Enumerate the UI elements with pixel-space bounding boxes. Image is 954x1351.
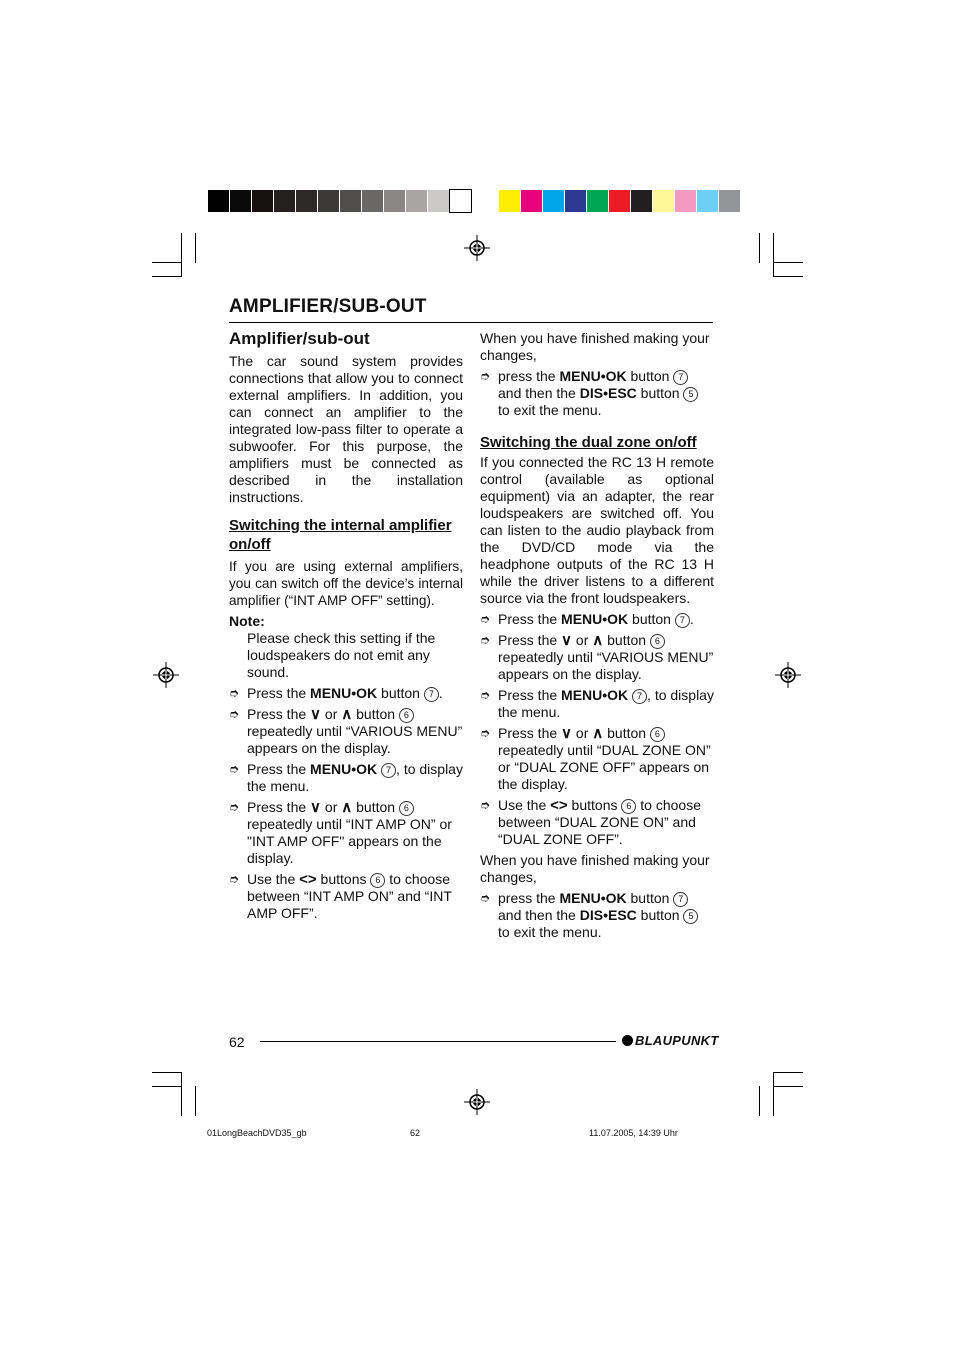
step-text: button [626, 890, 674, 906]
page-number: 62 [229, 1034, 245, 1050]
step-text: or [321, 706, 342, 722]
key-name: MENU•OK [310, 761, 378, 777]
step-text: repeatedly until “VARIOUS MENU” appears on the display. [498, 649, 714, 682]
step-text: repeatedly until “INT AMP ON” or "INT AMP OFF" appears on the display. [247, 816, 452, 866]
down-arrow-icon: ∨ [561, 632, 573, 649]
down-arrow-icon: ∨ [561, 725, 573, 742]
key-name: DIS•ESC [579, 385, 637, 401]
instruction-list [229, 685, 463, 922]
down-arrow-icon: ∨ [310, 706, 322, 723]
step-text: Press the [498, 725, 562, 741]
color-swatch [631, 190, 652, 212]
arrow-icon: ➮ [480, 726, 491, 740]
step-text: and then the [498, 385, 580, 401]
step-text: , to display the menu. [498, 687, 714, 720]
arrow-icon: ➮ [480, 612, 491, 626]
button-number-badge: 6 [650, 727, 665, 742]
key-name: MENU•OK [561, 611, 629, 627]
step-text: repeatedly until “DUAL ZONE ON” or “DUAL ZONE OFF” appears on the display. [498, 742, 711, 792]
arrow-icon: ➮ [229, 762, 240, 776]
note-label: Note: [229, 613, 265, 629]
arrow-icon: ➮ [229, 872, 240, 886]
arrow-icon: ➮ [480, 688, 491, 702]
instruction-step [480, 632, 714, 683]
instruction-step [480, 687, 714, 721]
color-swatch [406, 190, 427, 212]
right-column [480, 330, 714, 945]
registration-mark-bottom [464, 1089, 490, 1115]
step-text: , to display the menu. [247, 761, 463, 794]
brand-dot-icon [622, 1035, 633, 1046]
step-text: Press the [498, 611, 562, 627]
step-text: button [626, 368, 674, 384]
step-text: Press the [247, 799, 311, 815]
step-text: press the [498, 890, 560, 906]
instruction-step [229, 871, 463, 922]
sub-intro-paragraph: If you are using external amplifiers, you can switch off the device’s internal amplifier (“INT AMP OFF” setting). [229, 559, 463, 608]
step-text: buttons [316, 871, 371, 887]
left-right-arrow-icon: <> [299, 871, 317, 888]
arrow-icon: ➮ [480, 891, 491, 905]
up-arrow-icon: ∧ [341, 706, 353, 723]
step-text: button [628, 611, 675, 627]
instruction-step [480, 890, 714, 941]
up-arrow-icon: ∧ [592, 725, 604, 742]
subsection-heading-dual-zone: Switching the dual zone on/off [480, 434, 697, 451]
key-name: MENU•OK [559, 890, 627, 906]
step-text: button [636, 907, 684, 923]
finish-step [480, 368, 714, 419]
key-name: MENU•OK [310, 685, 378, 701]
step-text: . [689, 611, 694, 627]
footer-rule [260, 1041, 616, 1042]
page-title: AMPLIFIER/SUB-OUT [229, 296, 427, 317]
color-swatch [362, 190, 383, 212]
color-swatch [697, 190, 718, 212]
color-swatch [274, 190, 295, 212]
step-text: button [603, 632, 650, 648]
registration-mark-right [775, 662, 801, 688]
step-text: button [377, 685, 424, 701]
arrow-icon: ➮ [229, 686, 240, 700]
arrow-icon: ➮ [480, 633, 491, 647]
key-name: MENU•OK [559, 368, 627, 384]
color-swatch [450, 190, 471, 212]
instruction-step [480, 368, 714, 419]
slug-file: 01LongBeachDVD35_gb [207, 1128, 307, 1138]
instruction-step [229, 706, 463, 757]
button-number-badge: 6 [399, 708, 414, 723]
color-swatch [587, 190, 608, 212]
color-swatch [296, 190, 317, 212]
button-number-badge: 6 [621, 799, 636, 814]
color-swatch [653, 190, 674, 212]
brand-logo: BLAUPUNKT [622, 1033, 719, 1048]
color-swatch [521, 190, 542, 212]
registration-mark-left [153, 662, 179, 688]
step-text: and then the [498, 907, 580, 923]
dual-zone-intro: If you connected the RC 13 H remote control (available as optional equipment) via an adapter, the rear loudspeakers are switched off. You can listen to the audio playback from the DVD/CD mode via the headphone outputs of the RC 13 H while the driver listens to a different source via the front loudspeakers. [480, 454, 714, 606]
button-number-badge: 7 [424, 687, 439, 702]
slug-page: 62 [410, 1128, 421, 1138]
instruction-step [480, 611, 714, 628]
step-text: Use the [247, 871, 300, 887]
step-text: button [603, 725, 650, 741]
step-text: to exit the menu. [498, 402, 602, 418]
step-text: press the [498, 368, 560, 384]
note-text: Please check this setting if the loudspeakers do not emit any sound. [247, 630, 436, 680]
step-text: to exit the menu. [498, 924, 602, 940]
button-number-badge: 5 [683, 909, 698, 924]
step-text: Press the [498, 632, 562, 648]
color-swatch [499, 190, 520, 212]
intro-paragraph: The car sound system provides connections that allow you to connect external amplifiers. In addition, you can connect an amplifier to the integrated low-pass filter to operate a subwoofer. For this purpose, the amplifiers must be connected as described in the installation instructions. [229, 353, 463, 505]
down-arrow-icon: ∨ [310, 799, 322, 816]
left-right-arrow-icon: <> [550, 797, 568, 814]
section-heading: Amplifier/sub-out [229, 329, 370, 348]
button-number-badge: 6 [370, 873, 385, 888]
color-swatch [208, 190, 229, 212]
button-number-badge: 7 [673, 370, 688, 385]
title-rule [229, 322, 713, 323]
button-number-badge: 7 [381, 763, 396, 778]
arrow-icon: ➮ [480, 369, 491, 383]
step-text: repeatedly until “VARIOUS MENU” appears on the display. [247, 723, 463, 756]
up-arrow-icon: ∧ [341, 799, 353, 816]
step-text: Press the [247, 761, 311, 777]
step-text: Use the [498, 797, 551, 813]
color-swatch [719, 190, 740, 212]
arrow-icon: ➮ [480, 798, 491, 812]
arrow-icon: ➮ [229, 800, 240, 814]
instruction-step [229, 685, 463, 702]
step-text: Press the [247, 685, 311, 701]
instruction-step [480, 725, 714, 793]
step-text: button [352, 799, 399, 815]
finish-paragraph-2: When you have finished making your changes, [480, 852, 710, 885]
step-text: . [438, 685, 443, 701]
instruction-step [229, 799, 463, 867]
step-text: or [572, 632, 593, 648]
color-swatch [428, 190, 449, 212]
step-text: or [572, 725, 593, 741]
step-text: button [636, 385, 684, 401]
up-arrow-icon: ∧ [592, 632, 604, 649]
key-name: MENU•OK [561, 687, 629, 703]
key-name: DIS•ESC [579, 907, 637, 923]
button-number-badge: 7 [673, 892, 688, 907]
subsection-heading-internal-amp: Switching the internal amplifier on/off [229, 517, 452, 553]
registration-mark-top [464, 235, 490, 261]
color-swatch [609, 190, 630, 212]
button-number-badge: 6 [399, 801, 414, 816]
button-number-badge: 6 [650, 634, 665, 649]
step-text: to choose between “INT AMP ON” and “INT AMP OFF”. [247, 871, 452, 921]
color-swatch [318, 190, 339, 212]
step-text: Press the [247, 706, 311, 722]
color-swatch [230, 190, 251, 212]
finish-paragraph: When you have finished making your changes, [480, 330, 710, 363]
color-swatch [565, 190, 586, 212]
slug-date: 11.07.2005, 14:39 Uhr [589, 1128, 678, 1138]
color-swatch [675, 190, 696, 212]
color-swatch [340, 190, 361, 212]
color-swatch [543, 190, 564, 212]
button-number-badge: 5 [683, 387, 698, 402]
step-text: or [321, 799, 342, 815]
arrow-icon: ➮ [229, 707, 240, 721]
step-text: Press the [498, 687, 562, 703]
step-text: button [352, 706, 399, 722]
color-swatch [252, 190, 273, 212]
left-column [229, 330, 463, 926]
instruction-step [480, 797, 714, 848]
finish-step-2 [480, 890, 714, 941]
step-text: to choose between “DUAL ZONE ON” and “DUAL ZONE OFF”. [498, 797, 701, 847]
instruction-step [229, 761, 463, 795]
button-number-badge: 7 [632, 689, 647, 704]
instruction-list [480, 611, 714, 848]
step-text: buttons [567, 797, 622, 813]
button-number-badge: 7 [675, 613, 690, 628]
color-swatch [384, 190, 405, 212]
